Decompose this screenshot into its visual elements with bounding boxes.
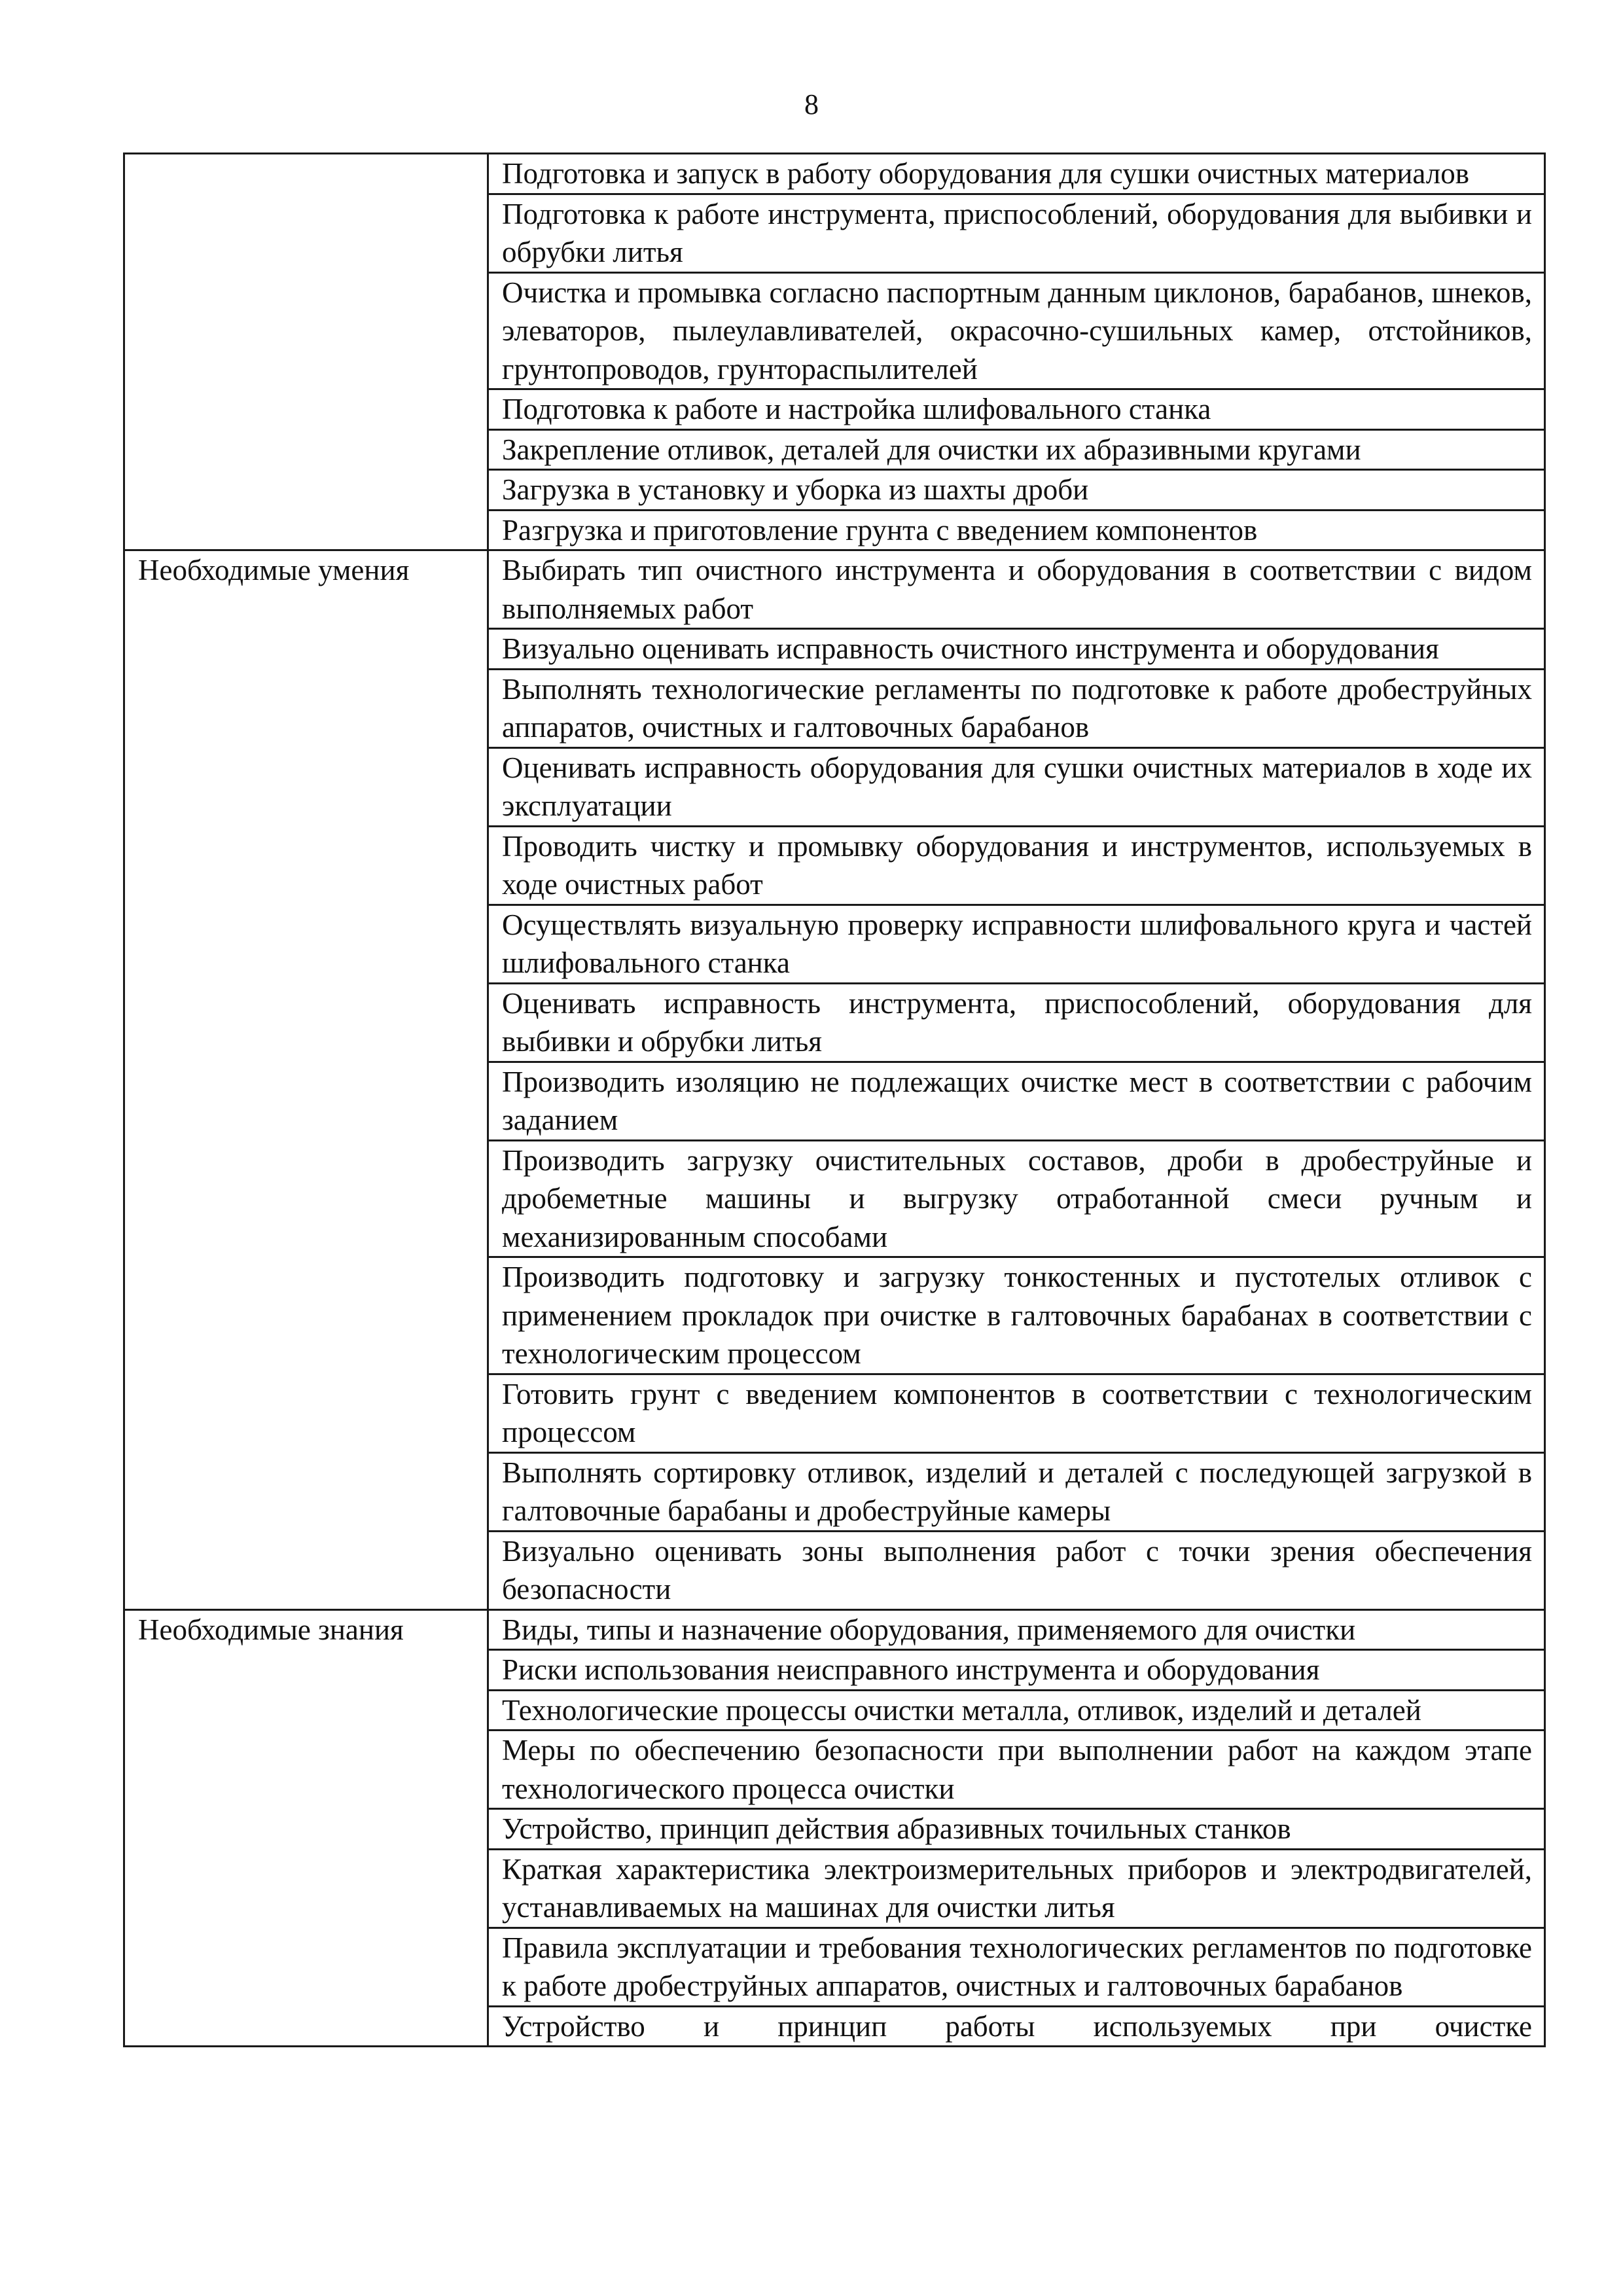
table-row — [124, 154, 1545, 194]
table-row — [124, 550, 1545, 629]
section-label — [124, 154, 488, 550]
requirement-item: Осуществлять визуальную проверку исправности шлифовального круга и частей шлифовального станка — [488, 905, 1545, 983]
requirement-item: Визуально оценивать исправность очистного инструмента и оборудования — [488, 629, 1545, 670]
requirement-item: Выполнять технологические регламенты по подготовке к работе дробеструйных аппаратов, очистных и галтовочных барабанов — [488, 669, 1545, 747]
requirement-item: Производить загрузку очистительных составов, дроби в дробеструйные и дробеметные машины и выгрузку отработанной смеси ручным и механизированным способами — [488, 1140, 1545, 1257]
requirement-item: Меры по обеспечению безопасности при выполнении работ на каждом этапе технологического процесса очистки — [488, 1731, 1545, 1809]
requirement-item: Устройство, принцип действия абразивных точильных станков — [488, 1809, 1545, 1850]
requirement-item: Загрузка в установку и уборка из шахты дроби — [488, 470, 1545, 511]
requirement-item: Оценивать исправность оборудования для сушки очистных материалов в ходе их эксплуатации — [488, 747, 1545, 826]
requirement-item: Виды, типы и назначение оборудования, применяемого для очистки — [488, 1609, 1545, 1650]
requirement-item: Производить изоляцию не подлежащих очистке мест в соответствии с рабочим заданием — [488, 1062, 1545, 1140]
requirement-item: Риски использования неисправного инструмента и оборудования — [488, 1650, 1545, 1691]
requirement-item: Оценивать исправность инструмента, приспособлений, оборудования для выбивки и обрубки литья — [488, 983, 1545, 1062]
table-row — [124, 1609, 1545, 1650]
section-label: Необходимые знания — [124, 1609, 488, 2047]
requirement-item: Выполнять сортировку отливок, изделий и деталей с последующей загрузкой в галтовочные барабаны и дробеструйные камеры — [488, 1452, 1545, 1531]
page-number: 8 — [804, 88, 819, 120]
section-label: Необходимые умения — [124, 550, 488, 1610]
requirement-item: Подготовка и запуск в работу оборудования для сушки очистных материалов — [488, 154, 1545, 194]
requirement-item: Подготовка к работе инструмента, приспособлений, оборудования для выбивки и обрубки литья — [488, 194, 1545, 272]
requirement-item: Производить подготовку и загрузку тонкостенных и пустотелых отливок с применением прокладок при очистке в галтовочных барабанах в соответствии с технологическим процессом — [488, 1257, 1545, 1374]
requirement-item: Правила эксплуатации и требования технологических регламентов по подготовке к работе дробеструйных аппаратов, очистных и галтовочных барабанов — [488, 1928, 1545, 2006]
requirement-item: Закрепление отливок, деталей для очистки их абразивными кругами — [488, 429, 1545, 470]
requirement-item: Готовить грунт с введением компонентов в соответствии с технологическим процессом — [488, 1374, 1545, 1452]
table-body — [124, 154, 1545, 2047]
requirement-item: Проводить чистку и промывку оборудования и инструментов, используемых в ходе очистных работ — [488, 826, 1545, 905]
requirement-item: Подготовка к работе и настройка шлифовального станка — [488, 389, 1545, 430]
competency-table — [123, 152, 1546, 2047]
requirement-item: Технологические процессы очистки металла, отливок, изделий и деталей — [488, 1690, 1545, 1731]
requirement-item: Очистка и промывка согласно паспортным данным циклонов, барабанов, шнеков, элеваторов, пылеулавливателей, окрасочно-сушильных камер, отстойников, грунтопроводов, грунтораспылителей — [488, 272, 1545, 389]
requirement-item: Краткая характеристика электроизмерительных приборов и электродвигателей, устанавливаемых на машинах для очистки литья — [488, 1849, 1545, 1928]
requirement-item: Визуально оценивать зоны выполнения работ с точки зрения обеспечения безопасности — [488, 1531, 1545, 1609]
requirement-item: Устройство и принцип работы используемых при очистке — [488, 2006, 1545, 2047]
requirement-item: Разгрузка и приготовление грунта с введением компонентов — [488, 510, 1545, 550]
requirement-item: Выбирать тип очистного инструмента и оборудования в соответствии с видом выполняемых работ — [488, 550, 1545, 629]
